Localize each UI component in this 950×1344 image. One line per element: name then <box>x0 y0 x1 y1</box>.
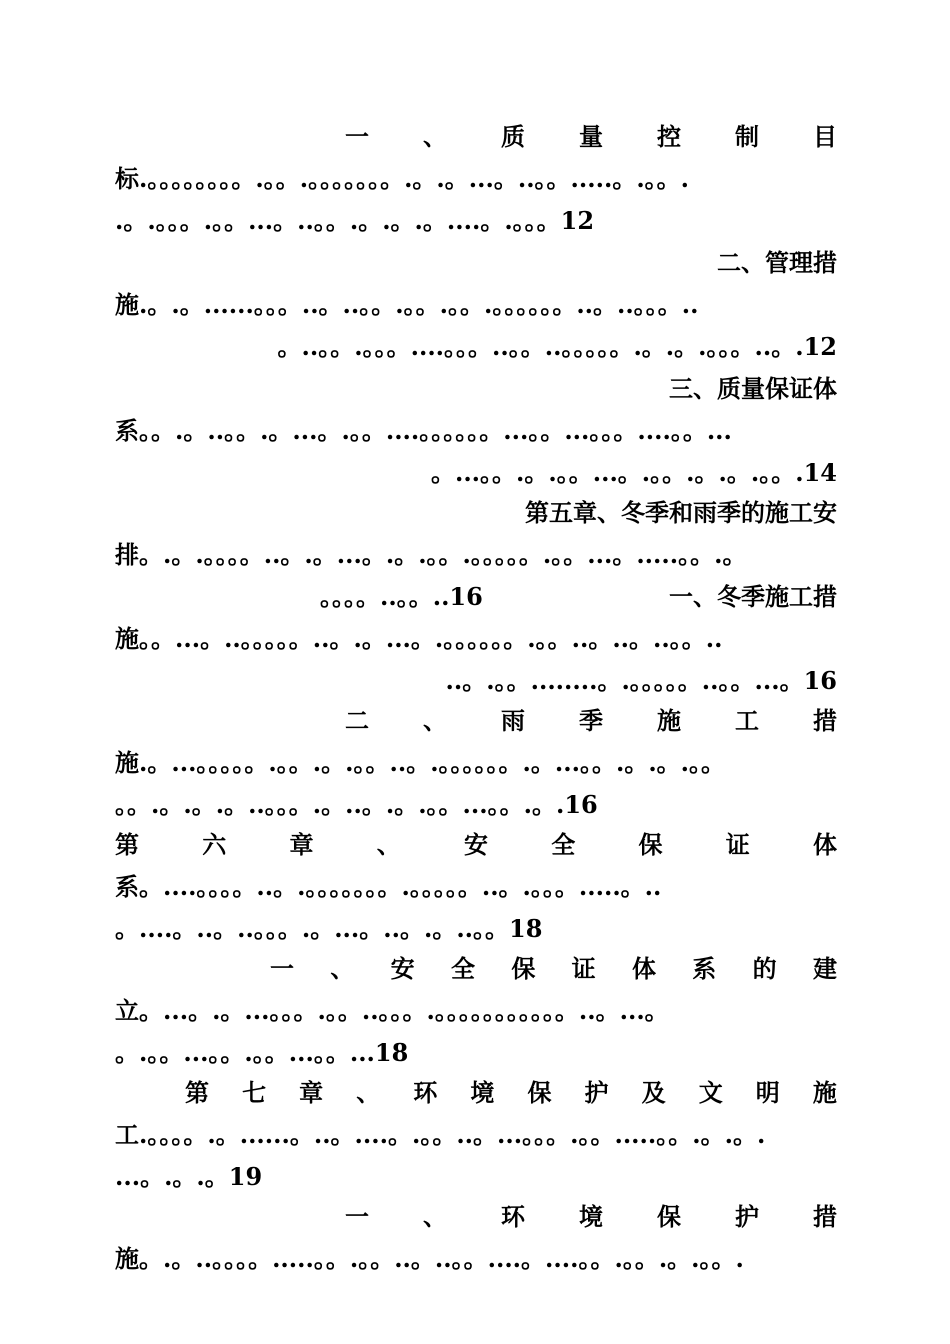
toc-leader-page-12: 。..。。.。。。....。。。..。。..。。。。。.。.。.。。。..。.12 <box>277 332 837 361</box>
toc-leader-line: 施.。.。......。。。..。..。。.。。.。。.。。。。。。..。..。。。.. <box>115 290 699 319</box>
char: 环 <box>501 1202 525 1231</box>
char: 环 <box>413 1078 438 1107</box>
toc-leader-line: 施。.。..。。。。.....。。.。。..。..。。....。....。。.。。.。.。。. <box>115 1244 744 1273</box>
char: 第 <box>185 1078 209 1107</box>
toc-line-rain-heading <box>115 700 837 742</box>
toc-leader-page-16: ..。.。。........。.。。。。。..。。...。16 <box>445 666 837 695</box>
char: 控 <box>657 122 681 151</box>
char: 保 <box>511 954 536 983</box>
toc-leader-line: 系。。.。..。。.。...。.。。....。。。。。。...。。...。。。....。。... <box>115 416 732 445</box>
char: 二 <box>345 706 369 735</box>
toc-line-chapter6-heading <box>115 824 837 866</box>
toc-leader-page-18: 。....。..。..。。。.。...。..。.。..。。18 <box>115 914 543 943</box>
char: 施 <box>657 706 681 735</box>
toc-leader-line: 立。...。.。...。。。.。。..。。。.。。。。。。。。。。。..。...。 <box>115 996 669 1025</box>
toc-leader-page-12: .。.。。。.。。...。..。。.。.。.。....。.。。。12 <box>115 206 595 235</box>
char: 章 <box>299 1078 324 1107</box>
char: 工 <box>735 706 759 735</box>
char: 措 <box>813 1202 837 1231</box>
char: 境 <box>579 1202 603 1231</box>
toc-line-management-heading: 二、管理措 <box>717 248 837 277</box>
toc-line-quality-goal-heading <box>115 116 837 158</box>
char: 章 <box>289 830 314 859</box>
toc-leader-page-16: 。。.。.。.。..。。。.。..。.。.。。...。。.。.16 <box>115 790 598 819</box>
char: 质 <box>501 122 525 151</box>
char: 一 <box>345 122 369 151</box>
char: 文 <box>698 1078 723 1107</box>
toc-line-chapter5-heading: 第五章、冬季和雨季的施工安 <box>525 498 837 527</box>
char: 证 <box>571 954 596 983</box>
char: 保 <box>527 1078 552 1107</box>
char: 措 <box>813 706 837 735</box>
toc-line-safety-system-heading <box>115 948 837 990</box>
char: 一 <box>270 954 294 983</box>
char: 全 <box>450 954 475 983</box>
char: 七 <box>242 1078 267 1107</box>
char: 第 <box>115 830 139 859</box>
char: 、 <box>423 122 447 151</box>
toc-line-winter-heading <box>115 576 837 618</box>
char: 一 <box>345 1202 369 1231</box>
char: 季 <box>579 706 603 735</box>
char: 护 <box>584 1078 609 1107</box>
char: 体 <box>813 830 837 859</box>
char: 明 <box>755 1078 780 1107</box>
char: 的 <box>752 954 777 983</box>
char: 目 <box>813 122 837 151</box>
toc-leader-page-19: ...。.。.。19 <box>115 1162 263 1191</box>
toc-leader-line: 系。....。。。。..。.。。。。。。。.。。。。。..。.。。。.....。.. <box>115 872 662 901</box>
char: 保 <box>638 830 663 859</box>
char: 全 <box>551 830 576 859</box>
toc-leader-page-18: 。.。。...。。.。。...。。...18 <box>115 1038 409 1067</box>
char: 系 <box>692 954 717 983</box>
char: 建 <box>812 954 837 983</box>
char: 、 <box>330 954 355 983</box>
char: 及 <box>641 1078 666 1107</box>
toc-line-quality-system-heading: 三、质量保证体 <box>669 374 837 403</box>
toc-winter-heading: 一、冬季施工措 <box>669 582 837 611</box>
char: 、 <box>423 1202 447 1231</box>
char: 、 <box>356 1078 381 1107</box>
char: 、 <box>376 830 401 859</box>
toc-leader-page-16: 。。。。..。。..16 <box>320 582 483 611</box>
toc-line-env-protection-heading <box>115 1196 837 1238</box>
toc-leader-line: 工.。。。。.。......。..。....。.。。..。...。。。.。。.....。。.。.。. <box>115 1120 766 1149</box>
toc-leader-page-14: 。...。。.。.。。...。.。。.。.。.。。.14 <box>430 458 837 487</box>
char: 安 <box>464 830 488 859</box>
char: 、 <box>423 706 447 735</box>
char: 证 <box>725 830 750 859</box>
toc-leader-line: 施。。...。..。。。。。..。.。...。.。。。。。。.。。..。..。..。。.. <box>115 624 723 653</box>
char: 护 <box>735 1202 759 1231</box>
char: 安 <box>390 954 415 983</box>
char: 雨 <box>501 706 525 735</box>
char: 六 <box>202 830 227 859</box>
toc-leader-line: 施.。...。。。。。.。。.。.。。..。.。。。。。。.。...。。.。.。.。。 <box>115 748 726 777</box>
char: 施 <box>812 1078 837 1107</box>
char: 境 <box>470 1078 495 1107</box>
char: 制 <box>735 122 759 151</box>
toc-leader-line: 标.。。。。。。。。.。。.。。。。。。。.。.。...。..。。.....。.。。. <box>115 164 690 193</box>
char: 量 <box>579 122 603 151</box>
toc-line-chapter7-heading <box>115 1072 837 1114</box>
char: 保 <box>657 1202 681 1231</box>
toc-leader-line: 排。.。.。。。。..。.。...。.。.。。.。。。。。.。。...。.....。。.。 <box>115 540 747 569</box>
char: 体 <box>631 954 656 983</box>
